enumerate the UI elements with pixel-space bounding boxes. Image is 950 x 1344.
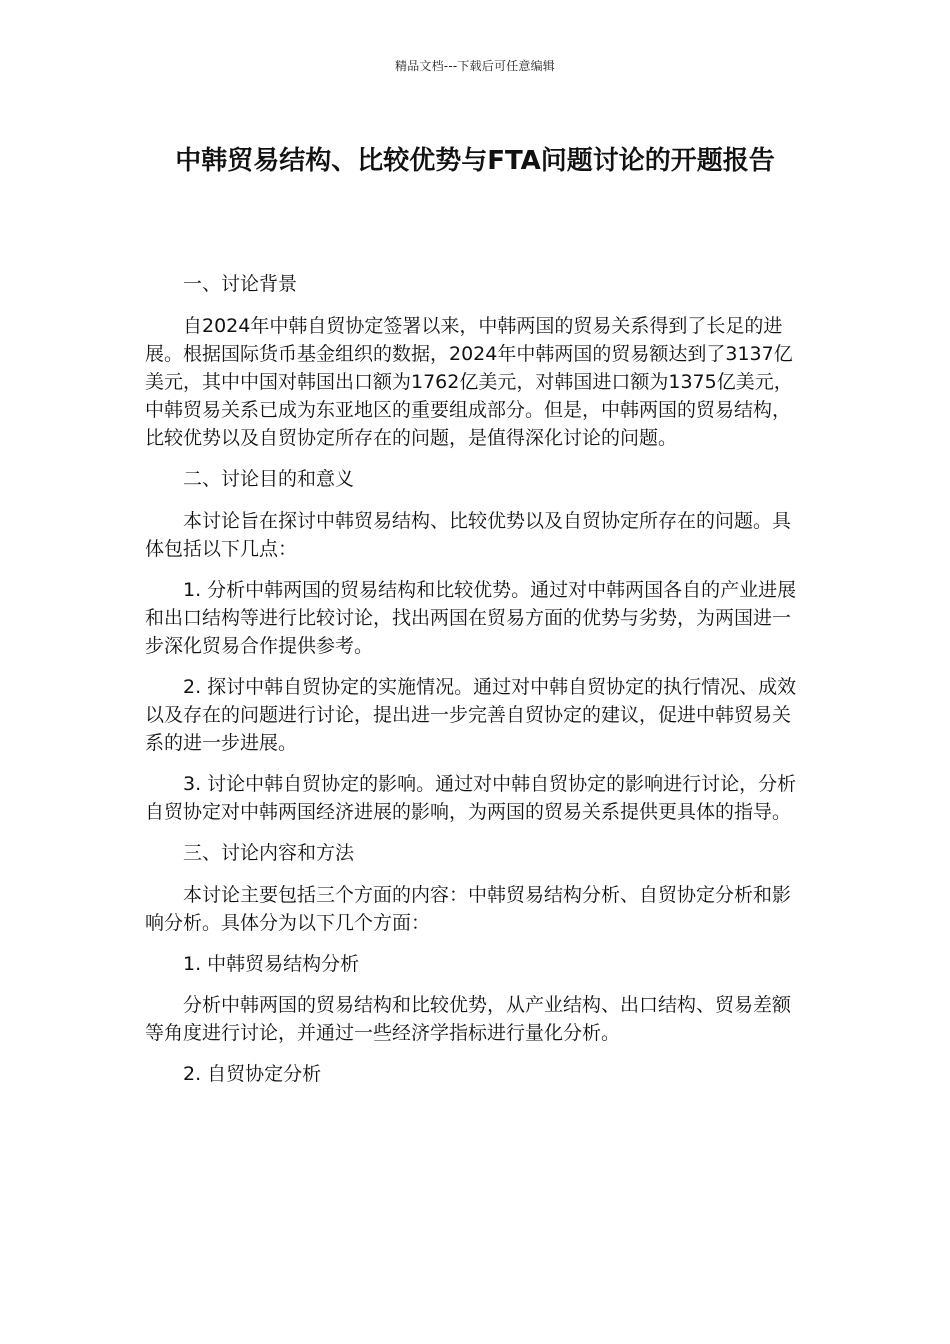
paragraph-background: 自2024年中韩自贸协定签署以来，中韩两国的贸易关系得到了长足的进展。根据国际货币基金组织的数据，2024年中韩两国的贸易额达到了3137亿美元，其中中国对韩国出口额为1762亿美元，对韩国进口额为1375亿美元，中韩贸易关系已成为东亚地区的重要组成部分。但是，中韩两国的贸易结构，比较优势以及自贸协定所存在的问题，是值得深化讨论的问题。	[145, 315, 793, 449]
paragraph-purpose-intro: 本讨论旨在探讨中韩贸易结构、比较优势以及自贸协定所存在的问题。具体包括以下几点：	[145, 510, 792, 560]
list-item-purpose-3: 3. 讨论中韩自贸协定的影响。通过对中韩自贸协定的影响进行讨论，分析自贸协定对中韩两国经济进展的影响，为两国的贸易关系提供更具体的指导。	[145, 773, 797, 823]
list-item-purpose-2: 2. 探讨中韩自贸协定的实施情况。通过对中韩自贸协定的执行情况、成效以及存在的问题进行讨论，提出进一步完善自贸协定的建议，促进中韩贸易关系的进一步进展。	[145, 676, 797, 754]
paragraph-methods-intro: 本讨论主要包括三个方面的内容：中韩贸易结构分析、自贸协定分析和影响分析。具体分为以下几个方面：	[145, 884, 792, 934]
section-heading-purpose: 二、讨论目的和意义	[183, 468, 355, 490]
list-item-purpose-1: 1. 分析中韩两国的贸易结构和比较优势。通过对中韩两国各自的产业进展和出口结构等进行比较讨论，找出两国在贸易方面的优势与劣势，为两国进一步深化贸易合作提供参考。	[145, 579, 797, 657]
section-heading-methods: 三、讨论内容和方法	[183, 842, 355, 864]
document-title: 中韩贸易结构、比较优势与FTA问题讨论的开题报告	[175, 146, 775, 176]
header-note: 精品文档---下载后可任意编辑	[395, 59, 555, 73]
document-body	[145, 270, 807, 1088]
paragraph-trade-structure: 分析中韩两国的贸易结构和比较优势，从产业结构、出口结构、贸易差额等角度进行讨论，并通过一些经济学指标进行量化分析。	[145, 994, 792, 1044]
section-heading-background: 一、讨论背景	[183, 273, 298, 295]
subheading-trade-structure: 1. 中韩贸易结构分析	[183, 953, 360, 975]
subheading-fta-analysis: 2. 自贸协定分析	[183, 1063, 322, 1085]
